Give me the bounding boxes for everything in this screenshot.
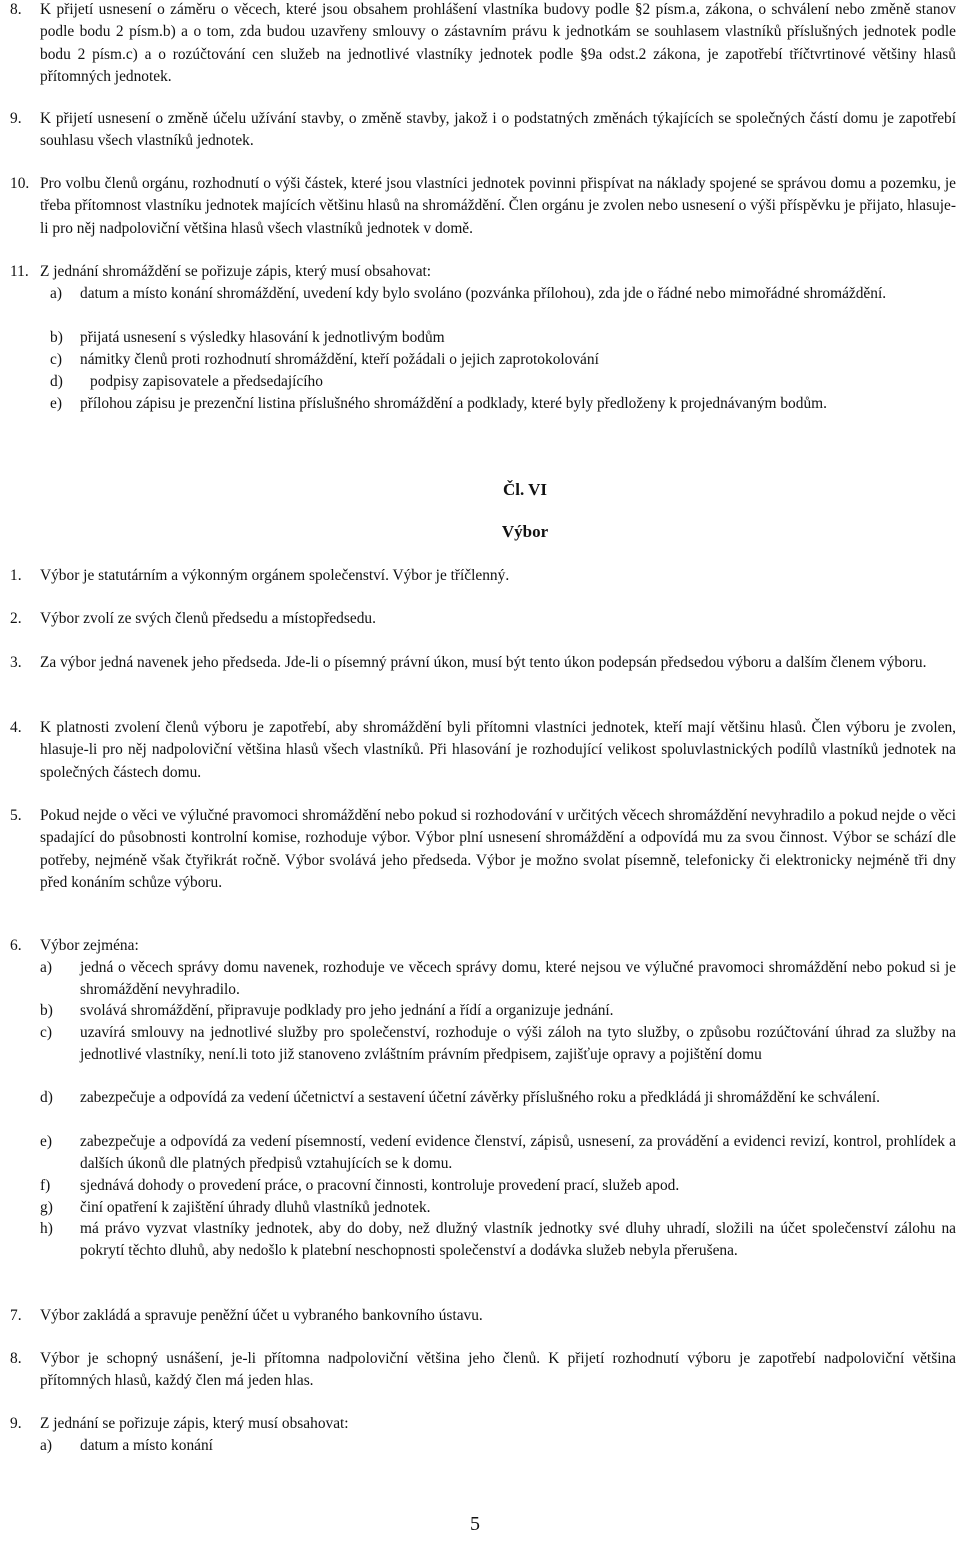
paragraph-text: Pokud nejde o věci ve výlučné pravomoci shromáždění nebo pokud si rozhodování v určitých věcech shromáždění nevyhradilo a pokud nejde o věci spadající do působnosti kontrolní komise, rozhoduje výbor. Výbor plní usnesení shromáždění a odpovídá mu za svou činnost. Výbor se schází dle potřeby, nejméně však čtyřikrát ročně. Výbor svolává jeho předseda. Výbor je možno svolat písemně, telefonicky či elektronicky nejméně tři dny před konáním schůze výboru. (40, 807, 956, 892)
list-text: zabezpečuje a odpovídá za vedení účetnictví a sestavení účetní závěrky příslušného roku a předkládá ji shromáždění ke schválení. (80, 1089, 880, 1106)
list-letter: d) (40, 1089, 53, 1106)
list-letter: e) (40, 1133, 52, 1150)
paragraph-number: 11. (10, 263, 29, 280)
vybor-paragraph-8 (10, 1348, 956, 1393)
paragraph-text: Výbor zejména: (40, 937, 139, 954)
list-item-11a (50, 283, 956, 305)
vybor-paragraph-9 (10, 1413, 956, 1435)
list-item-6h (40, 1218, 956, 1263)
paragraph-text: Výbor je statutárním a výkonným orgánem společenství. Výbor je tříčlenný. (40, 567, 510, 584)
list-letter: f) (40, 1177, 51, 1194)
paragraph-number: 5. (10, 807, 22, 824)
section-heading: Čl. VI (502, 480, 548, 499)
list-letter: c) (50, 351, 62, 368)
vybor-paragraph-1 (10, 565, 956, 587)
list-text: námitky členů proti rozhodnutí shromáždění, kteří požádali o jejich zaprotokolování (80, 351, 599, 368)
paragraph-text: Výbor zakládá a spravuje peněžní účet u vybraného bankovního ústavu. (40, 1307, 483, 1324)
list-item-6d (40, 1087, 956, 1109)
section-title: Výbor (501, 522, 549, 541)
list-letter: a) (40, 959, 52, 976)
list-text: datum a místo konání (80, 1437, 213, 1454)
list-text: má právo vyzvat vlastníky jednotek, aby do doby, než dlužný vlastník jednotky své dluhy uhradí, složili na účet společenství zálohu na pokrytí těchto dluhů, aby nedošlo k platební neschopnosti společenství a dodávka služeb nebyla přerušena. (80, 1220, 956, 1260)
list-item-9a (40, 1435, 956, 1457)
list-item-6b (40, 1000, 956, 1022)
paragraph-number: 8. (10, 1, 22, 18)
paragraph-text: Za výbor jedná navenek jeho předseda. Jde-li o písemný právní úkon, musí být tento úkon podepsán předsedou výboru a dalším členem výboru. (40, 654, 927, 671)
list-letter: b) (50, 329, 63, 346)
list-text: jedná o věcech správy domu navenek, rozhoduje ve věcech správy domu, které nejsou ve výlučné pravomoci shromáždění nebo pokud si je shromáždění nevyhradilo. (80, 959, 956, 999)
list-text: činí opatření k zajištění úhrady dluhů vlastníků jednotek. (80, 1199, 431, 1216)
paragraph-text: Výbor je schopný usnášení, je-li přítomna nadpoloviční většina jeho členů. K přijetí rozhodnutí výboru je zapotřebí nadpoloviční většina přítomných hlasů, každý člen má jeden hlas. (40, 1350, 956, 1390)
page-number: 5 (470, 1513, 480, 1535)
list-item-6g (40, 1197, 956, 1219)
list-item-11c (50, 349, 956, 371)
paragraph-text: K platnosti zvolení členů výboru je zapotřebí, aby shromáždění byli přítomni vlastníci jednotek, kteří mají většinu hlasů. Člen výboru je zvolen, hlasuje-li pro něj nadpoloviční většina hlasů všech vlastníků. Při hlasování je rozhodující velikost spoluvlastnických podílů vlastníků jednotek na společných částech domu. (40, 719, 956, 781)
list-letter: c) (40, 1024, 52, 1041)
paragraph-text: Výbor zvolí ze svých členů předsedu a místopředsedu. (40, 610, 376, 627)
paragraph-text: Z jednání se pořizuje zápis, který musí obsahovat: (40, 1415, 349, 1432)
paragraph-text: Pro volbu členů orgánu, rozhodnutí o výši částek, které jsou vlastníci jednotek povinni přispívat na náklady spojené se správou domu a pozemku, je třeba přítomnost vlastníku jednotek majících většinu hlasů na shromáždění. Člen orgánu je zvolen nebo usnesení o výši příspěvku je přijato, hlasuje-li pro něj nadpoloviční většina hlasů všech vlastníků jednotek v domě. (40, 175, 956, 237)
paragraph-text: K přijetí usnesení o záměru o věcech, které jsou obsahem prohlášení vlastníka budovy podle §2 písm.a, zákona, o schválení nebo změně stanov podle bodu 2 písm.b) a o tom, zda budou uzavřeny smlouvy o zástavním právu k jednotkám se souhlasem vlastníků příslušných jednotek podle bodu 2 písm.c) a o rozúčtování cen služeb na jednotlivé vlastníky jednotek podle §9a odst.2 zákona, je zapotřebí tříčtvrtinové většiny hlasů přítomných jednotek. (40, 1, 956, 86)
list-item-6f (40, 1175, 956, 1197)
paragraph-number: 9. (10, 110, 22, 127)
paragraph-11 (10, 261, 956, 283)
paragraph-number: 3. (10, 654, 22, 671)
list-letter: h) (40, 1220, 53, 1237)
vybor-paragraph-7 (10, 1305, 956, 1327)
paragraph-number: 8. (10, 1350, 22, 1367)
paragraph-number: 6. (10, 937, 22, 954)
vybor-paragraph-5 (10, 805, 956, 895)
list-text: přijatá usnesení s výsledky hlasování k jednotlivým bodům (80, 329, 445, 346)
paragraph-number: 9. (10, 1415, 22, 1432)
list-letter: a) (40, 1437, 52, 1454)
vybor-paragraph-3 (10, 652, 956, 674)
paragraph-text: Z jednání shromáždění se pořizuje zápis, který musí obsahovat: (40, 263, 432, 280)
paragraph-10 (10, 173, 956, 240)
list-letter: b) (40, 1002, 53, 1019)
vybor-paragraph-2 (10, 608, 956, 630)
list-text: svolává shromáždění, připravuje podklady pro jeho jednání a řídí a organizuje jednání. (80, 1002, 614, 1019)
list-text: sjednává dohody o provedení práce, o pracovní činnosti, kontroluje provedení prací, služeb apod. (80, 1177, 680, 1194)
paragraph-8 (10, 0, 956, 89)
list-text: datum a místo konání shromáždění, uvedení kdy bylo svoláno (pozvánka přílohou), zda jde o řádné nebo mimořádné shromáždění. (80, 285, 887, 302)
paragraph-number: 4. (10, 719, 22, 736)
list-letter: d) (50, 373, 63, 390)
list-item-11e (50, 393, 956, 415)
list-item-11d (50, 371, 956, 393)
paragraph-9 (10, 108, 956, 153)
paragraph-number: 2. (10, 610, 22, 627)
list-letter: e) (50, 395, 62, 412)
paragraph-number: 7. (10, 1307, 22, 1324)
list-item-6e (40, 1131, 956, 1176)
list-text: přílohou zápisu je prezenční listina příslušného shromáždění a podklady, které byly předloženy k projednávaným bodům. (80, 395, 827, 412)
list-item-11b (50, 327, 956, 349)
vybor-paragraph-6 (10, 935, 956, 957)
paragraph-number: 10. (10, 175, 30, 192)
list-item-6c (40, 1022, 956, 1067)
list-letter: g) (40, 1199, 53, 1216)
list-text: uzavírá smlouvy na jednotlivé služby pro společenství, rozhoduje o výši záloh na tyto služby, o způsobu rozúčtování úhrad za služby na jednotlivé vlastníky, není.li toto již stanoveno zvláštním právním předpisem, zajišťuje opravy a pojištění domu (80, 1024, 956, 1064)
paragraph-text: K přijetí usnesení o změně účelu užívání stavby, o změně stavby, jakož i o podstatných změnách týkajících se společných částí domu je zapotřebí souhlasu všech vlastníků jednotek. (40, 110, 956, 150)
list-item-6a (40, 957, 956, 1002)
vybor-paragraph-4 (10, 717, 956, 784)
list-text: zabezpečuje a odpovídá za vedení písemností, vedení evidence členství, zápisů, usnesení, za provádění a evidenci revizí, kontrol, prohlídek a dalších úkonů dle platných předpisů vztahujících se k domu. (80, 1133, 956, 1173)
paragraph-number: 1. (10, 567, 22, 584)
list-text: podpisy zapisovatele a předsedajícího (90, 373, 323, 390)
list-letter: a) (50, 285, 62, 302)
